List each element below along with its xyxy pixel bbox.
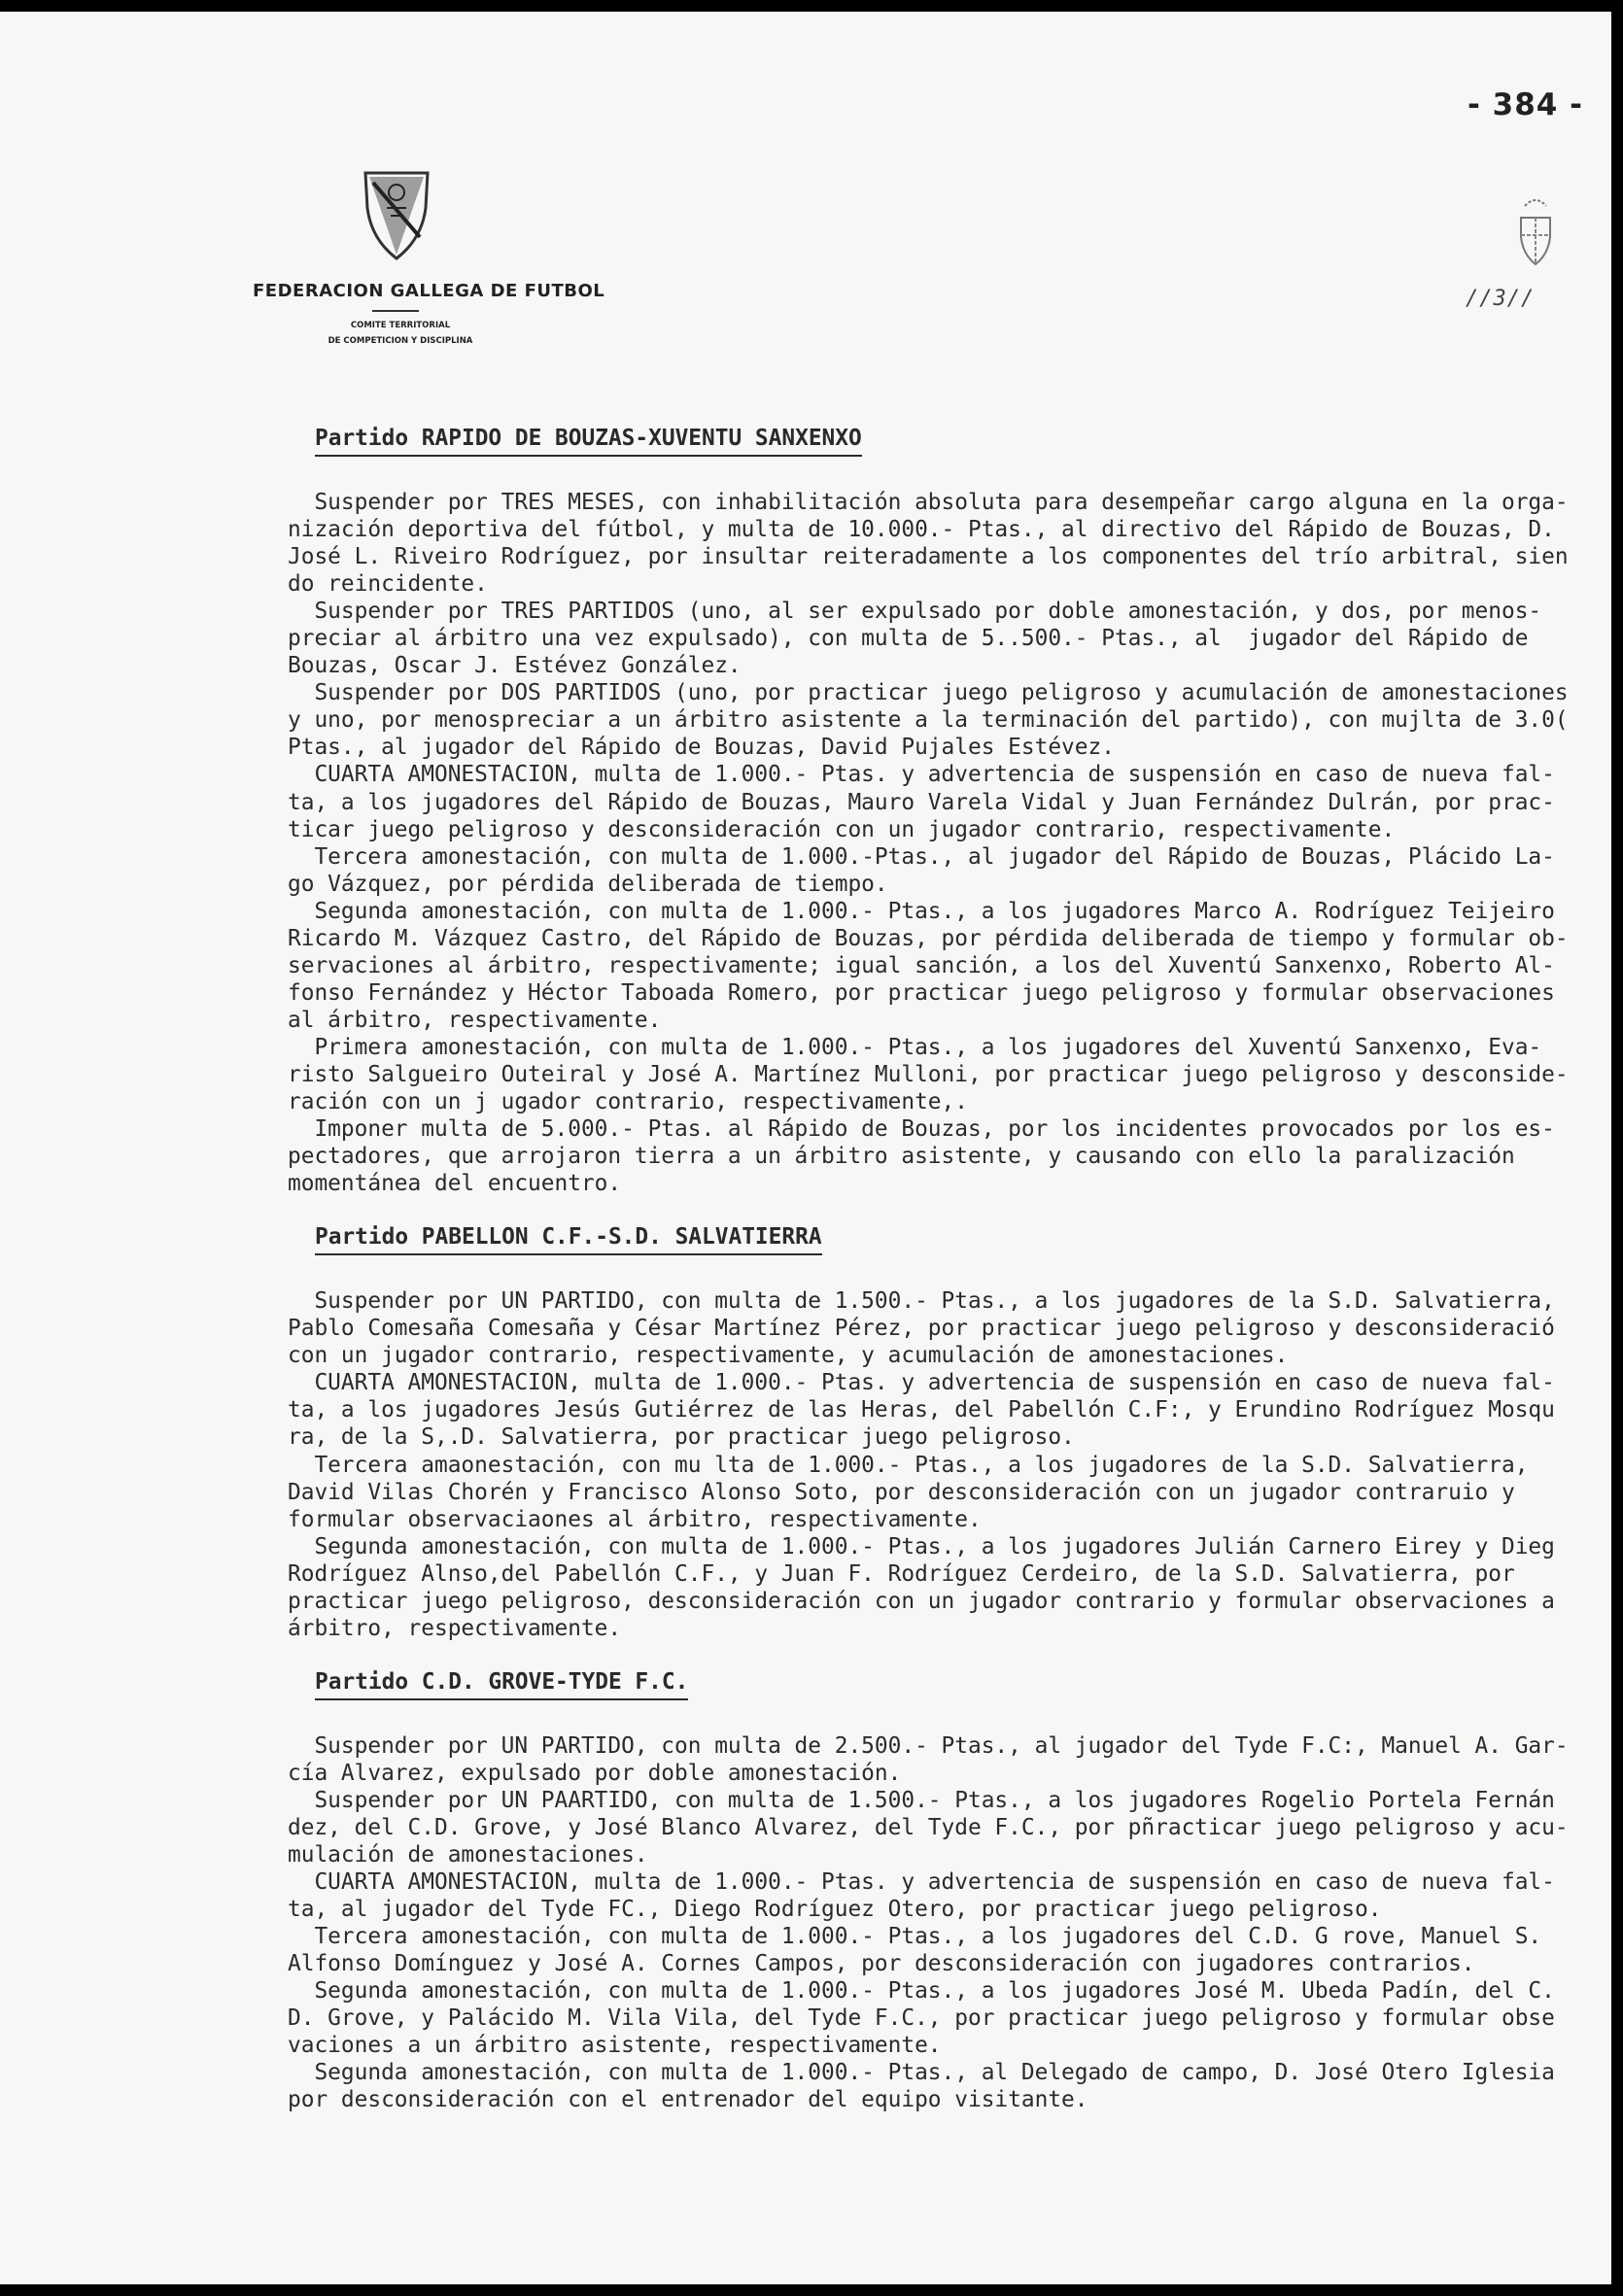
text-line: David Vilas Chorén y Francisco Alonso Soto, por desconsideración con un jugador contraruio y [288, 1479, 1515, 1505]
match-title: Partido C.D. GROVE-TYDE F.C. [315, 1667, 688, 1700]
text-line: ración con un j ugador contrario, respectivamente,. [288, 1089, 968, 1115]
text-line: José L. Riveiro Rodríguez, por insultar reiteradamente a los componentes del trío arbitral, sien [288, 544, 1569, 570]
text-line: Imponer multa de 5.000.- Ptas. al Rápido de Bouzas, por los incidentes provocados por los es- [288, 1116, 1555, 1143]
text-line: ta, a los jugadores Jesús Gutiérrez de las Heras, del Pabellón C.F:, y Erundino Rodríguez Mosqu [288, 1397, 1555, 1423]
text-line: servaciones al árbitro, respectivamente; igual sanción, a los del Xuventú Sanxenxo, Roberto Al- [288, 952, 1555, 978]
text-line: Suspender por TRES PARTIDOS (uno, al ser expulsado por doble amonestación, y dos, por menos- [288, 599, 1542, 625]
sanctions-text [288, 489, 1602, 1197]
text-line: Segunda amonestación, con multa de 1.000.- Ptas., a los jugadores José M. Ubeda Padín, del C. [288, 1978, 1555, 2005]
text-line: Ricardo M. Vázquez Castro, del Rápido de Bouzas, por pérdida deliberada de tiempo y formular ob- [288, 925, 1569, 951]
text-line: Rodríguez Alnso,del Pabellón C.F., y Juan F. Rodríguez Cerdeiro, de la S.D. Salvatierra, por [288, 1560, 1515, 1587]
text-line: Suspender por DOS PARTIDOS (uno, por practicar juego peligroso y acumulación de amonestaciones [288, 680, 1569, 706]
committee-line-1: COMITE TERRITORIAL [350, 321, 451, 330]
text-line: árbitro, respectivamente. [288, 1615, 622, 1641]
match-title: Partido PABELLON C.F.-S.D. SALVATIERRA [315, 1222, 822, 1255]
committee-line-2: DE COMPETICION Y DISCIPLINA [328, 336, 473, 346]
text-line: Segunda amonestación, con multa de 1.000.- Ptas., a los jugadores Marco A. Rodríguez Teijeiro [288, 898, 1555, 924]
text-line: CUARTA AMONESTACION, multa de 1.000.- Ptas. y advertencia de suspensión en caso de nueva fal- [288, 1370, 1555, 1396]
section-gap [288, 1197, 1602, 1213]
text-line: Alfonso Domínguez y José A. Cornes Campos, por desconsideración con jugadores contrarios. [288, 1951, 1475, 1977]
text-line: CUARTA AMONESTACION, multa de 1.000.- Ptas. y advertencia de suspensión en caso de nueva fal- [288, 1869, 1555, 1896]
document-page [0, 12, 1611, 2284]
text-line: risto Salgueiro Outeiral y José A. Martínez Mulloni, por practicar juego peligroso y desconside- [288, 1061, 1569, 1087]
text-line: Tercera amonestación, con multa de 1.000.- Ptas., a los jugadores del C.D. G rove, Manuel S. [288, 1924, 1542, 1950]
text-line: y uno, por menospreciar a un árbitro asistente a la terminación del partido), con mujlta de 3.0( [288, 707, 1569, 734]
section-gap [288, 1642, 1602, 1658]
committee-name [262, 318, 538, 349]
text-line: preciar al árbitro una vez expulsado), con multa de 5..500.- Ptas., al jugador del Rápido de [288, 626, 1529, 652]
sanctions-text [288, 1287, 1602, 1642]
text-line: con un jugador contrario, respectivamente, y acumulación de amonestaciones. [288, 1343, 1289, 1369]
text-line: practicar juego peligroso, desconsideración con un jugador contrario y formular observaciones a [288, 1588, 1555, 1614]
federation-shield-icon [362, 169, 432, 262]
text-line: do reincidente. [288, 571, 488, 598]
crowned-shield-icon [1511, 192, 1560, 276]
text-line: fonso Fernández y Héctor Taboada Romero, por practicar juego peligroso y formular observaciones [288, 979, 1555, 1006]
text-line: Suspender por UN PARTIDO, con multa de 2.500.- Ptas., al jugador del Tyde F.C:, Manuel A. Gar- [288, 1732, 1569, 1759]
text-line: vaciones a un árbitro asistente, respectivamente. [288, 2033, 942, 2059]
text-line: dez, del C.D. Grove, y José Blanco Alvarez, del Tyde F.C., por pñracticar juego peligroso y acu- [288, 1814, 1569, 1840]
divider [372, 310, 419, 312]
text-line: pectadores, que arrojaron tierra a un árbitro asistente, y causando con ello la paralización [288, 1144, 1515, 1170]
text-line: Suspender por TRES MESES, con inhabilitación absoluta para desempeñar cargo alguna en la orga- [288, 490, 1569, 515]
text-line: ticar juego peligroso y desconsideración con un jugador contrario, respectivamente. [288, 816, 1396, 842]
text-line: Ptas., al jugador del Rápido de Bouzas, David Pujales Estévez. [288, 735, 1115, 761]
text-line: go Vázquez, por pérdida deliberada de tiempo. [288, 871, 888, 897]
text-line: Suspender por UN PARTIDO, con multa de 1.500.- Ptas., a los jugadores de la S.D. Salvatierra, [288, 1288, 1555, 1315]
text-line: cía Alvarez, expulsado por doble amonestación. [288, 1760, 902, 1786]
organization-name: FEDERACION GALLEGA DE FUTBOL [253, 281, 605, 301]
text-line: ta, a los jugadores del Rápido de Bouzas, Mauro Varela Vidal y Juan Fernández Dulrán, por prac- [288, 789, 1555, 815]
text-line: por desconsideración con el entrenador del equipo visitante. [288, 2087, 1088, 2113]
text-line: Tercera amaonestación, con mu lta de 1.000.- Ptas., a los jugadores de la S.D. Salvatierra, [288, 1452, 1529, 1478]
text-line: Primera amonestación, con multa de 1.000.- Ptas., a los jugadores del Xuventú Sanxenxo, Eva- [288, 1034, 1542, 1060]
text-line: Pablo Comesaña Comesaña y César Martínez Pérez, por practicar juego peligroso y desconsideració [288, 1316, 1555, 1342]
text-line: Tercera amonestación, con multa de 1.000.-Ptas., al jugador del Rápido de Bouzas, Plácido La- [288, 843, 1555, 870]
sanctions-document [288, 414, 1602, 2113]
text-line: CUARTA AMONESTACION, multa de 1.000.- Ptas. y advertencia de suspensión en caso de nueva fal- [288, 762, 1555, 788]
text-line: al árbitro, respectivamente. [288, 1007, 662, 1033]
text-line: Bouzas, Oscar J. Estévez González. [288, 653, 742, 679]
sanctions-text [288, 1732, 1602, 2114]
text-line: D. Grove, y Palácido M. Vila Vila, del Tyde F.C., por practicar juego peligroso y formular obse [288, 2005, 1555, 2032]
page-number: - 384 - [1468, 87, 1584, 122]
match-section [288, 1213, 1602, 1642]
text-line: nización deportiva del fútbol, y multa de 10.000.- Ptas., al directivo del Rápido de Bouzas, D. [288, 517, 1555, 543]
match-section [288, 1658, 1602, 2114]
text-line: Segunda amonestación, con multa de 1.000.- Ptas., al Delegado de campo, D. José Otero Iglesia [288, 2060, 1555, 2086]
text-line: momentánea del encuentro. [288, 1171, 622, 1197]
text-line: formular observaciaones al árbitro, respectivamente. [288, 1506, 982, 1532]
match-section [288, 414, 1602, 1197]
text-line: Suspender por UN PAARTIDO, con multa de 1.500.- Ptas., a los jugadores Rogelio Portela Fernán [288, 1787, 1555, 1813]
text-line: ra, de la S,.D. Salvatierra, por practicar juego peligroso. [288, 1424, 1075, 1451]
text-line: Segunda amonestación, con multa de 1.000.- Ptas., a los jugadores Julián Carnero Eirey y Dieg [288, 1533, 1555, 1559]
match-title: Partido RAPIDO DE BOUZAS-XUVENTU SANXENXO [315, 424, 862, 457]
text-line: ta, al jugador del Tyde FC., Diego Rodríguez Otero, por practicar juego peligroso. [288, 1897, 1382, 1923]
text-line: mulación de amonestaciones. [288, 1842, 648, 1868]
folio-number: //3// [1466, 287, 1536, 311]
